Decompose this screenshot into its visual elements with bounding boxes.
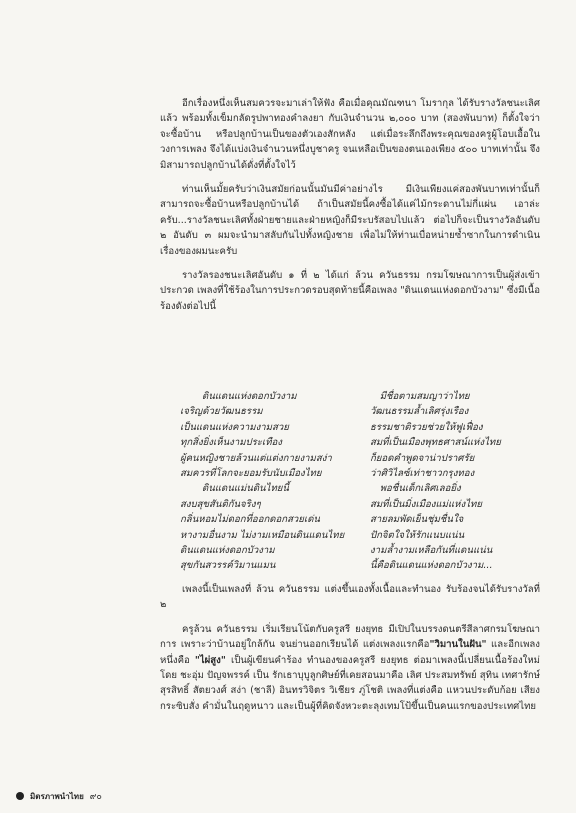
lyric-left: กลิ่นหอมไม่ดอกที่ออกดอกสวยเด่น — [180, 514, 320, 526]
song-title-phaisung: "ไผ่สูง" — [194, 654, 226, 666]
lyric-row — [180, 558, 520, 573]
paragraph-5-part-d: เป็นผู้เขียนคำร้อง ทำนองของครูสรี ยงยุทธ ต่อมาเพลงนี้เปลี่ยนเนื้อร้องใหม่โดย ชะอุ่ม ปัญจพรรค์ เป็น รักเธาบุบูลูกศิษย์ที่เคยสอนมาคือ เลิศ ประสมทรัพย์ สุทิน เทศารักษ์ สุรสิทธิ์ สัตยวงศ์ สง่า (ชาลี) อินทรวิจิตร วิเชียร ภู่โชติ เพลงที่แต่งคือ แหวนประดับก้อย เสียงกระซิบสั่ง คำมั่นในฤดูหนาว และเป็นผู้ที่คิดจังหวะตะลุงเทมโป้ขึ้นเป็นคนแรกของประเทศไทย — [160, 654, 541, 712]
text-block-bottom — [160, 582, 540, 723]
lyric-right: ว่าศิวิไลซ์เท่าชาวกรุงทอง — [370, 468, 475, 480]
text-block-top — [160, 96, 540, 323]
magazine-logo-icon — [16, 792, 24, 800]
song-lyrics — [180, 389, 520, 574]
lyric-row — [180, 435, 520, 450]
lyric-right: มีชื่อตามสมญาว่าไทย — [379, 391, 470, 402]
lyric-right: นี้คือดินแดนแห่งดอกบัวงาม... — [370, 560, 493, 572]
lyric-left: สุขกันสวรรค์วิมานแมน — [180, 560, 276, 572]
lyric-left: หางามอื่นงาม ไม่งามเหมือนดินแดนไทย — [180, 529, 345, 541]
paragraph-4: เพลงนี้เป็นเพลงที่ ล้วน ควันธรรม แต่งขึ้นเองทั้งเนื้อและทำนอง รับร้องจนได้รับรางวัลที่ ๒ — [160, 584, 540, 611]
lyric-row — [180, 512, 520, 527]
lyric-row — [180, 451, 520, 466]
lyric-row — [180, 389, 520, 404]
page-footer — [16, 789, 102, 803]
lyric-right: งามล้ำงามเหลือกันที่แดนแน่น — [370, 545, 493, 557]
lyric-row — [180, 481, 520, 496]
paragraph-1: อีกเรื่องหนึ่งเห็นสมควรจะมาเล่าให้ฟัง คือเมื่อคุณมัณฑนา โมรากุล ได้รับรางวัลชนะเลิศแล้ว พร้อมทั้งเข็มกลัดรูปพาทองคำลงยา กับเงินจำนวน ๒,๐๐๐ บาท (สองพันบาท) ก็ตั้งใจว่าจะซื้อบ้าน หรือปลูกบ้านเป็นของตัวเองสักหลัง แต่เมื่อระลึกถึงพระคุณของครูผู้โอบเอื้อในวงการเพลง จึงได้แบ่งเงินจำนวนหนึ่งบูชาครู จนเหลือเป็นของตนเองเพียง ๕๐๐ บาทเท่านั้น จึงมิสามารถปลูกบ้านได้ดั่งที่ตั้งใจไว้ — [160, 98, 540, 171]
page-number: ๙๐ — [89, 792, 102, 802]
paragraph-3: รางวัลรองชนะเลิศอันดับ ๑ ที่ ๒ ได้แก่ ล้วน ควันธรรม กรมโฆษณาการเป็นผู้ส่งเข้าประกวด เพลงที่ใช้ร้องในการประกวดรอบสุดท้ายนี้คือเพลง "ดินแดนแห่งดอกบัวงาม" ซึ่งมีเนื้อร้องดังต่อไปนี้ — [160, 270, 540, 312]
lyric-left: ดินแดนแม่นดินไทยนี้ — [202, 483, 289, 495]
lyric-right: สายลมพัดเย็นชุ่มชื่นใจ — [370, 514, 464, 526]
lyric-left: ดินแดนแห่งดอกบัวงาม — [202, 391, 297, 402]
lyric-left: สมควรที่โลกจะยอมรับนับเมืองไทย — [180, 468, 322, 480]
lyric-right: ก็ยอดคำพูดจาน่าปราศรัย — [370, 452, 475, 464]
magazine-brand: มิตรภาพนำไทย — [30, 791, 84, 801]
lyric-right: สมที่เป็นเมืองพุทธศาสน์แห่งไทย — [370, 437, 501, 449]
lyric-right: สมที่เป็นมิ่งเมืองแม่แห่งไทย — [370, 498, 482, 510]
lyric-left: ผู้คนหญิงชายล้วนแต่แต่งกายงามสง่า — [180, 452, 332, 464]
lyric-left: ทุกสิ่งยิ่งเห็นงามประเทือง — [180, 437, 282, 449]
lyric-row — [180, 466, 520, 481]
lyric-row — [180, 543, 520, 558]
lyric-row — [180, 420, 520, 435]
lyric-left: เจริญด้วยวัฒนธรรม — [180, 406, 263, 418]
paragraph-5 — [160, 622, 540, 714]
lyric-right: ปักจิตใจให้รักแนบแน่น — [370, 529, 465, 541]
lyric-left: เป็นแดนแห่งความงามสวย — [180, 421, 289, 433]
paragraph-5-part-a: ครูล้วน ควันธรรม เริ่มเรียนโน้ตกับครูสรี ยงยุทธ มีเปิปในบรรงดนตรีสีลาศกรมโฆษณาการ เพราะว่าบ้านอยู่ใกล้กัน จนย่านออกเรียนได้ แต่งเพลงแรกคือ — [160, 623, 540, 651]
lyric-row — [180, 404, 520, 419]
lyric-right: พอชื่นเด็กเลิศเลอยิ่ง — [379, 483, 461, 495]
paragraph-2: ท่านเห็นมั้ยครับว่าเงินสมัยก่อนนั้นมันมีค่าอย่างไร มีเงินเพียงแค่สองพันบาทเท่านั้นก็สามารถจะซื้อบ้านหรือปลูกบ้านได้ ถ้าเป็นสมัยนี้คงซื้อได้แค่ไม้กระดานไม่กี่แผ่น เอาล่ะครับ...รางวัลชนะเลิศทั้งฝ่ายชายและฝ่ายหญิงก็มีระบรัสอบไปแล้ว ต่อไปก็จะเป็นรางวัลอันดับ ๒ อันดับ ๓ ผมจะนำมาสลับกันไปทั้งหญิงชาย เพื่อไม่ให้ท่านเบื่อหน่ายซ้ำซากในการดำเนินเรื่องของผมนะครับ — [160, 184, 540, 257]
song-title-wiman: "วิมานในฝัน" — [429, 639, 487, 651]
lyric-right: วัฒนธรรมล้ำเลิศรุ่งเรือง — [370, 406, 469, 418]
lyric-left: ดินแดนแห่งดอกบัวงาม — [180, 545, 275, 557]
lyric-left: สงบสุขสันติกันจริงๆ — [180, 498, 261, 510]
lyric-right: ธรรมชาติรวยช่วยให้ฟูเฟื่อง — [370, 421, 483, 433]
lyric-row — [180, 497, 520, 512]
lyric-row — [180, 528, 520, 543]
paragraph-5-part-c: และอีกเพลงหนึ่งคือ — [160, 639, 540, 666]
